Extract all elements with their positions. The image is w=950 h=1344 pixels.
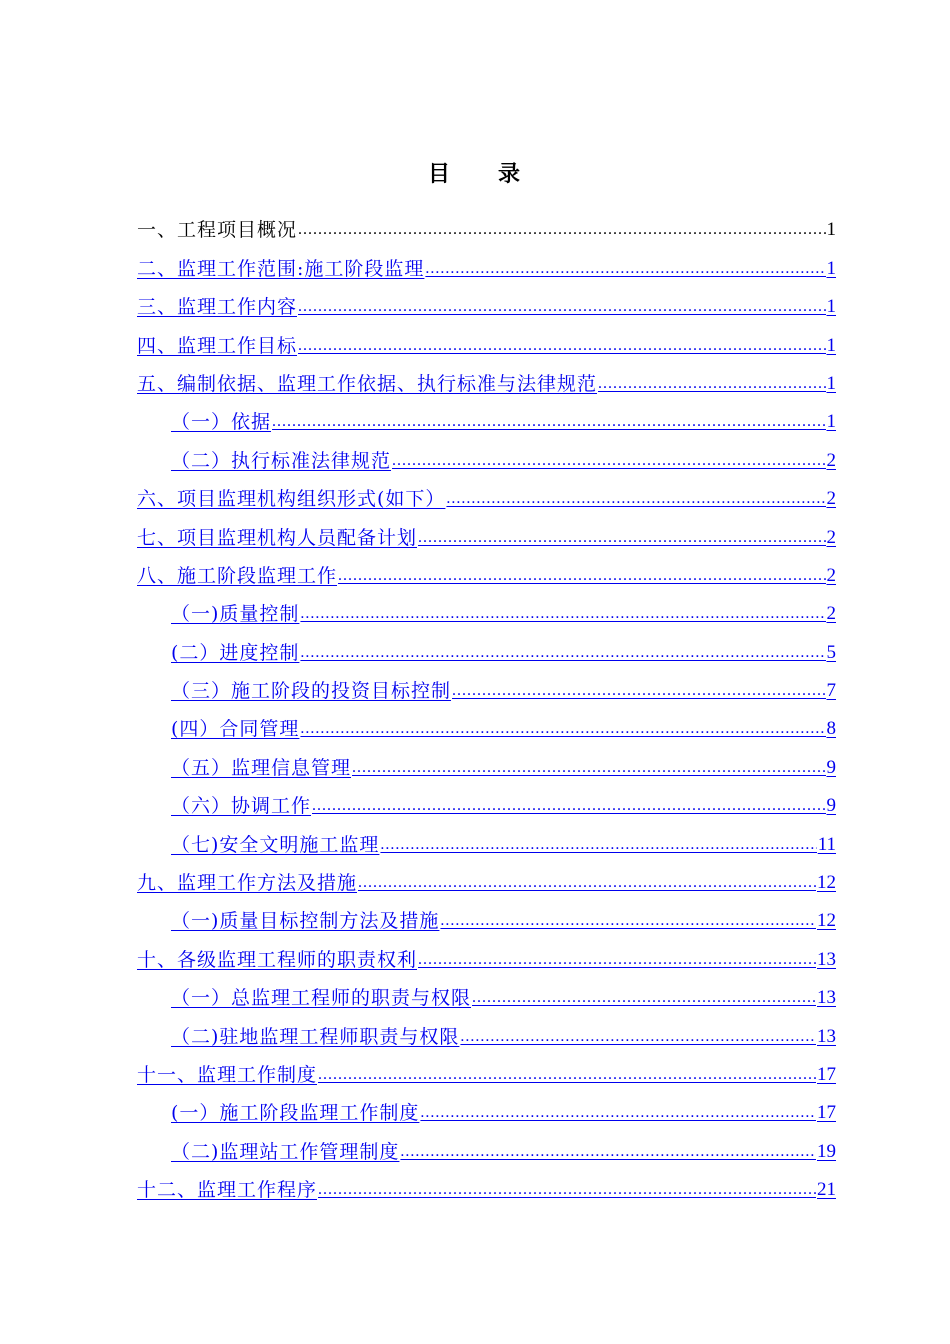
toc-entry-label: 九、监理工作方法及措施 xyxy=(137,872,358,895)
toc-entry-page-number: 1 xyxy=(826,296,836,318)
toc-entry-label: （七)安全文明施工监理 xyxy=(171,833,380,856)
toc-entry-label: （一）依据 xyxy=(171,411,272,434)
dot-leader xyxy=(318,1178,816,1202)
dot-leader xyxy=(318,1063,816,1087)
toc-entry-page-number: 12 xyxy=(817,872,836,894)
toc-entry-page-number: 13 xyxy=(817,1025,836,1047)
toc-entry-label: (二）进度控制 xyxy=(171,641,300,664)
toc-entry-label: （一)质量目标控制方法及措施 xyxy=(171,910,440,933)
toc-entry-page-number: 11 xyxy=(817,833,836,855)
toc-entry-24[interactable] xyxy=(137,1087,836,1125)
toc-entry-label: 四、监理工作目标 xyxy=(137,334,298,357)
toc-entry-page-number: 5 xyxy=(826,641,836,663)
toc-entry-page-number: 1 xyxy=(826,257,836,279)
toc-entry-label: 二、监理工作范围:施工阶段监理 xyxy=(137,257,425,280)
toc-entry-14[interactable] xyxy=(137,703,836,741)
dot-leader xyxy=(598,372,825,396)
toc-entry-label: 八、施工阶段监理工作 xyxy=(137,564,338,587)
toc-entry-label: 五、编制依据、监理工作依据、执行标准与法律规范 xyxy=(137,372,598,395)
toc-entry-16[interactable] xyxy=(137,780,836,818)
toc-entry-20[interactable] xyxy=(137,933,836,971)
toc-entry-page-number: 2 xyxy=(826,564,836,586)
dot-leader xyxy=(300,641,825,665)
toc-entry-page-number: 7 xyxy=(826,680,836,702)
toc-entry-page-number: 2 xyxy=(826,526,836,548)
toc-entry-label: （二)驻地监理工程师职责与权限 xyxy=(171,1025,460,1048)
toc-entry-page-number: 17 xyxy=(817,1063,836,1085)
dot-leader xyxy=(300,717,825,741)
toc-entry-9[interactable] xyxy=(137,511,836,549)
dot-leader xyxy=(472,986,816,1010)
toc-entry-label: 十、各级监理工程师的职责权利 xyxy=(137,948,418,971)
toc-entry-label: (四）合同管理 xyxy=(171,718,300,741)
dot-leader xyxy=(452,679,825,703)
toc-entry-1[interactable] xyxy=(137,204,836,242)
dot-leader xyxy=(272,410,825,434)
dot-leader xyxy=(418,526,825,550)
toc-entry-label: 六、项目监理机构组织形式(如下） xyxy=(137,488,446,511)
dot-leader xyxy=(298,295,825,319)
toc-entry-label: （一）总监理工程师的职责与权限 xyxy=(171,987,472,1010)
toc-title-part1: 目 xyxy=(427,161,452,187)
dot-leader xyxy=(392,449,825,473)
toc-entry-page-number: 1 xyxy=(826,334,836,356)
dot-leader xyxy=(300,602,825,626)
table-of-contents xyxy=(137,204,836,1202)
toc-entry-page-number: 12 xyxy=(817,910,836,932)
toc-entry-page-number: 2 xyxy=(826,488,836,510)
toc-entry-page-number: 9 xyxy=(826,756,836,778)
toc-title xyxy=(0,157,950,188)
toc-entry-page-number: 9 xyxy=(826,795,836,817)
dot-leader xyxy=(420,1101,816,1125)
toc-title-part2: 录 xyxy=(498,161,523,187)
toc-entry-13[interactable] xyxy=(137,665,836,703)
toc-entry-25[interactable] xyxy=(137,1125,836,1163)
toc-entry-label: 三、监理工作内容 xyxy=(137,296,298,319)
toc-entry-page-number: 21 xyxy=(817,1179,836,1201)
dot-leader xyxy=(352,756,825,780)
toc-entry-label: 一、工程项目概况 xyxy=(137,219,298,242)
toc-entry-label: (一）施工阶段监理工作制度 xyxy=(171,1102,420,1125)
dot-leader xyxy=(418,948,816,972)
toc-entry-page-number: 2 xyxy=(826,603,836,625)
dot-leader xyxy=(358,871,816,895)
toc-entry-7[interactable] xyxy=(137,434,836,472)
toc-entry-23[interactable] xyxy=(137,1049,836,1087)
toc-entry-5[interactable] xyxy=(137,358,836,396)
toc-entry-4[interactable] xyxy=(137,319,836,357)
dot-leader xyxy=(298,218,825,242)
toc-entry-label: 十一、监理工作制度 xyxy=(137,1063,318,1086)
dot-leader xyxy=(460,1025,816,1049)
toc-entry-label: （五）监理信息管理 xyxy=(171,756,352,779)
toc-entry-12[interactable] xyxy=(137,626,836,664)
toc-entry-page-number: 17 xyxy=(817,1102,836,1124)
toc-entry-page-number: 13 xyxy=(817,987,836,1009)
toc-entry-10[interactable] xyxy=(137,550,836,588)
dot-leader xyxy=(440,909,816,933)
toc-entry-page-number: 1 xyxy=(826,219,836,241)
toc-entry-label: （二）执行标准法律规范 xyxy=(171,449,392,472)
dot-leader xyxy=(380,833,816,857)
toc-entry-label: （六）协调工作 xyxy=(171,795,312,818)
toc-entry-page-number: 19 xyxy=(817,1140,836,1162)
toc-entry-18[interactable] xyxy=(137,857,836,895)
toc-entry-22[interactable] xyxy=(137,1010,836,1048)
toc-entry-page-number: 1 xyxy=(826,411,836,433)
toc-entry-page-number: 8 xyxy=(826,718,836,740)
toc-entry-17[interactable] xyxy=(137,818,836,856)
toc-entry-page-number: 2 xyxy=(826,449,836,471)
toc-entry-label: 七、项目监理机构人员配备计划 xyxy=(137,526,418,549)
toc-entry-label: （一)质量控制 xyxy=(171,603,300,626)
dot-leader xyxy=(425,257,825,281)
toc-entry-11[interactable] xyxy=(137,588,836,626)
dot-leader xyxy=(312,794,825,818)
toc-entry-label: （二)监理站工作管理制度 xyxy=(171,1140,400,1163)
toc-entry-19[interactable] xyxy=(137,895,836,933)
toc-entry-15[interactable] xyxy=(137,741,836,779)
dot-leader xyxy=(446,487,825,511)
dot-leader xyxy=(298,334,825,358)
toc-entry-8[interactable] xyxy=(137,473,836,511)
toc-entry-2[interactable] xyxy=(137,242,836,280)
toc-entry-page-number: 13 xyxy=(817,948,836,970)
dot-leader xyxy=(338,564,825,588)
toc-entry-6[interactable] xyxy=(137,396,836,434)
toc-entry-label: （三）施工阶段的投资目标控制 xyxy=(171,680,452,703)
toc-entry-page-number: 1 xyxy=(826,372,836,394)
toc-entry-label: 十二、监理工作程序 xyxy=(137,1179,318,1202)
toc-entry-26[interactable] xyxy=(137,1164,836,1202)
toc-entry-3[interactable] xyxy=(137,281,836,319)
toc-entry-21[interactable] xyxy=(137,972,836,1010)
dot-leader xyxy=(400,1140,816,1164)
